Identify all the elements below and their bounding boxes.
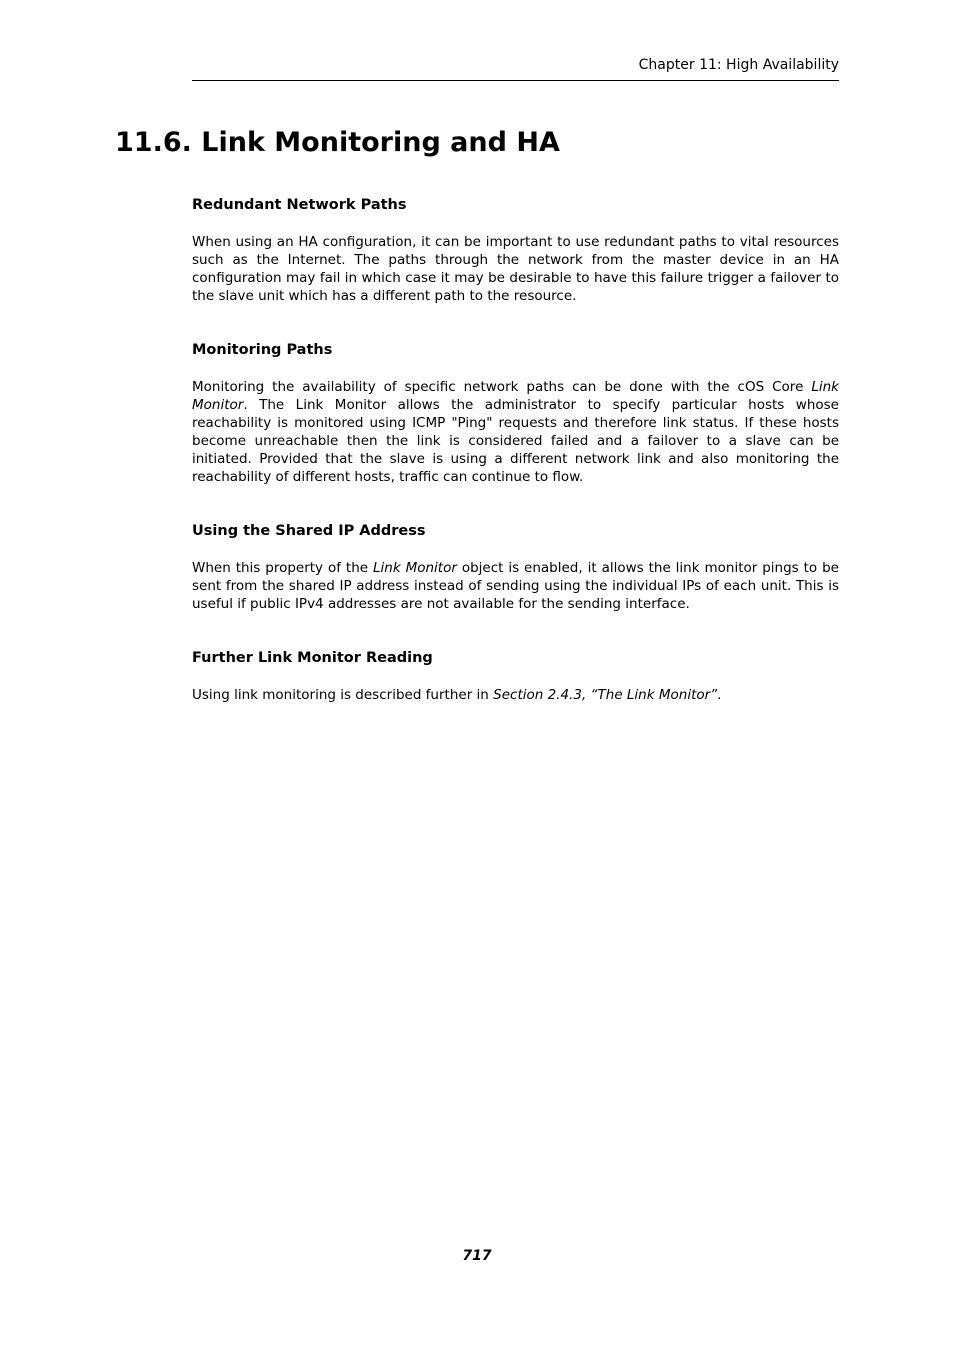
subsection-using-shared-ip <box>192 520 839 613</box>
chapter-label: Chapter 11: High Availability <box>638 57 839 73</box>
section-title: 11.6. Link Monitoring and HA <box>115 127 560 158</box>
subsection-heading: Using the Shared IP Address <box>192 523 426 539</box>
running-header <box>192 55 839 81</box>
paragraph-text: Using link monitoring is described further in <box>192 687 494 703</box>
subsection-redundant-network-paths <box>192 194 839 305</box>
subsection-heading: Redundant Network Paths <box>192 197 407 213</box>
link-monitor-term: Link Monitor <box>192 379 839 413</box>
paragraph-text: object is enabled, it allows the link monitor pings to be sent from the shared IP address instead of sending using the individual IPs of each unit. This is useful if public IPv4 addresses are not available for the sending interface. <box>192 560 839 612</box>
link-monitor-term: Link Monitor <box>373 560 457 576</box>
paragraph-text: When this property of the <box>192 560 373 576</box>
subsection-further-reading <box>192 647 839 704</box>
cross-reference-link[interactable]: Section 2.4.3, “The Link Monitor” <box>493 687 718 703</box>
subsection-paragraph <box>192 559 839 613</box>
subsection-paragraph <box>192 686 839 704</box>
paragraph-text: Monitoring the availability of specific network paths can be done with the cOS Core <box>192 379 812 395</box>
subsection-paragraph <box>192 378 839 486</box>
subsection-monitoring-paths <box>192 339 839 486</box>
page-number: 717 <box>462 1248 492 1264</box>
subsection-heading: Monitoring Paths <box>192 342 333 358</box>
paragraph-text: . The Link Monitor allows the administrator to specify particular hosts whose reachability is monitored using ICMP "Ping" requests and therefore link status. If these hosts become unreachable then the link is considered failed and a failover to a slave can be initiated. Provided that the slave is using a different network link and also monitoring the reachability of different hosts, traffic can continue to flow. <box>192 397 839 485</box>
subsection-heading: Further Link Monitor Reading <box>192 650 433 666</box>
page-content <box>192 194 839 738</box>
paragraph-text: . <box>717 687 722 703</box>
subsection-paragraph: When using an HA configuration, it can be important to use redundant paths to vital resources such as the Internet. The paths through the network from the master device in an HA configuration may fail in which case it may be desirable to have this failure trigger a failover to the slave unit which has a different path to the resource. <box>192 234 839 304</box>
